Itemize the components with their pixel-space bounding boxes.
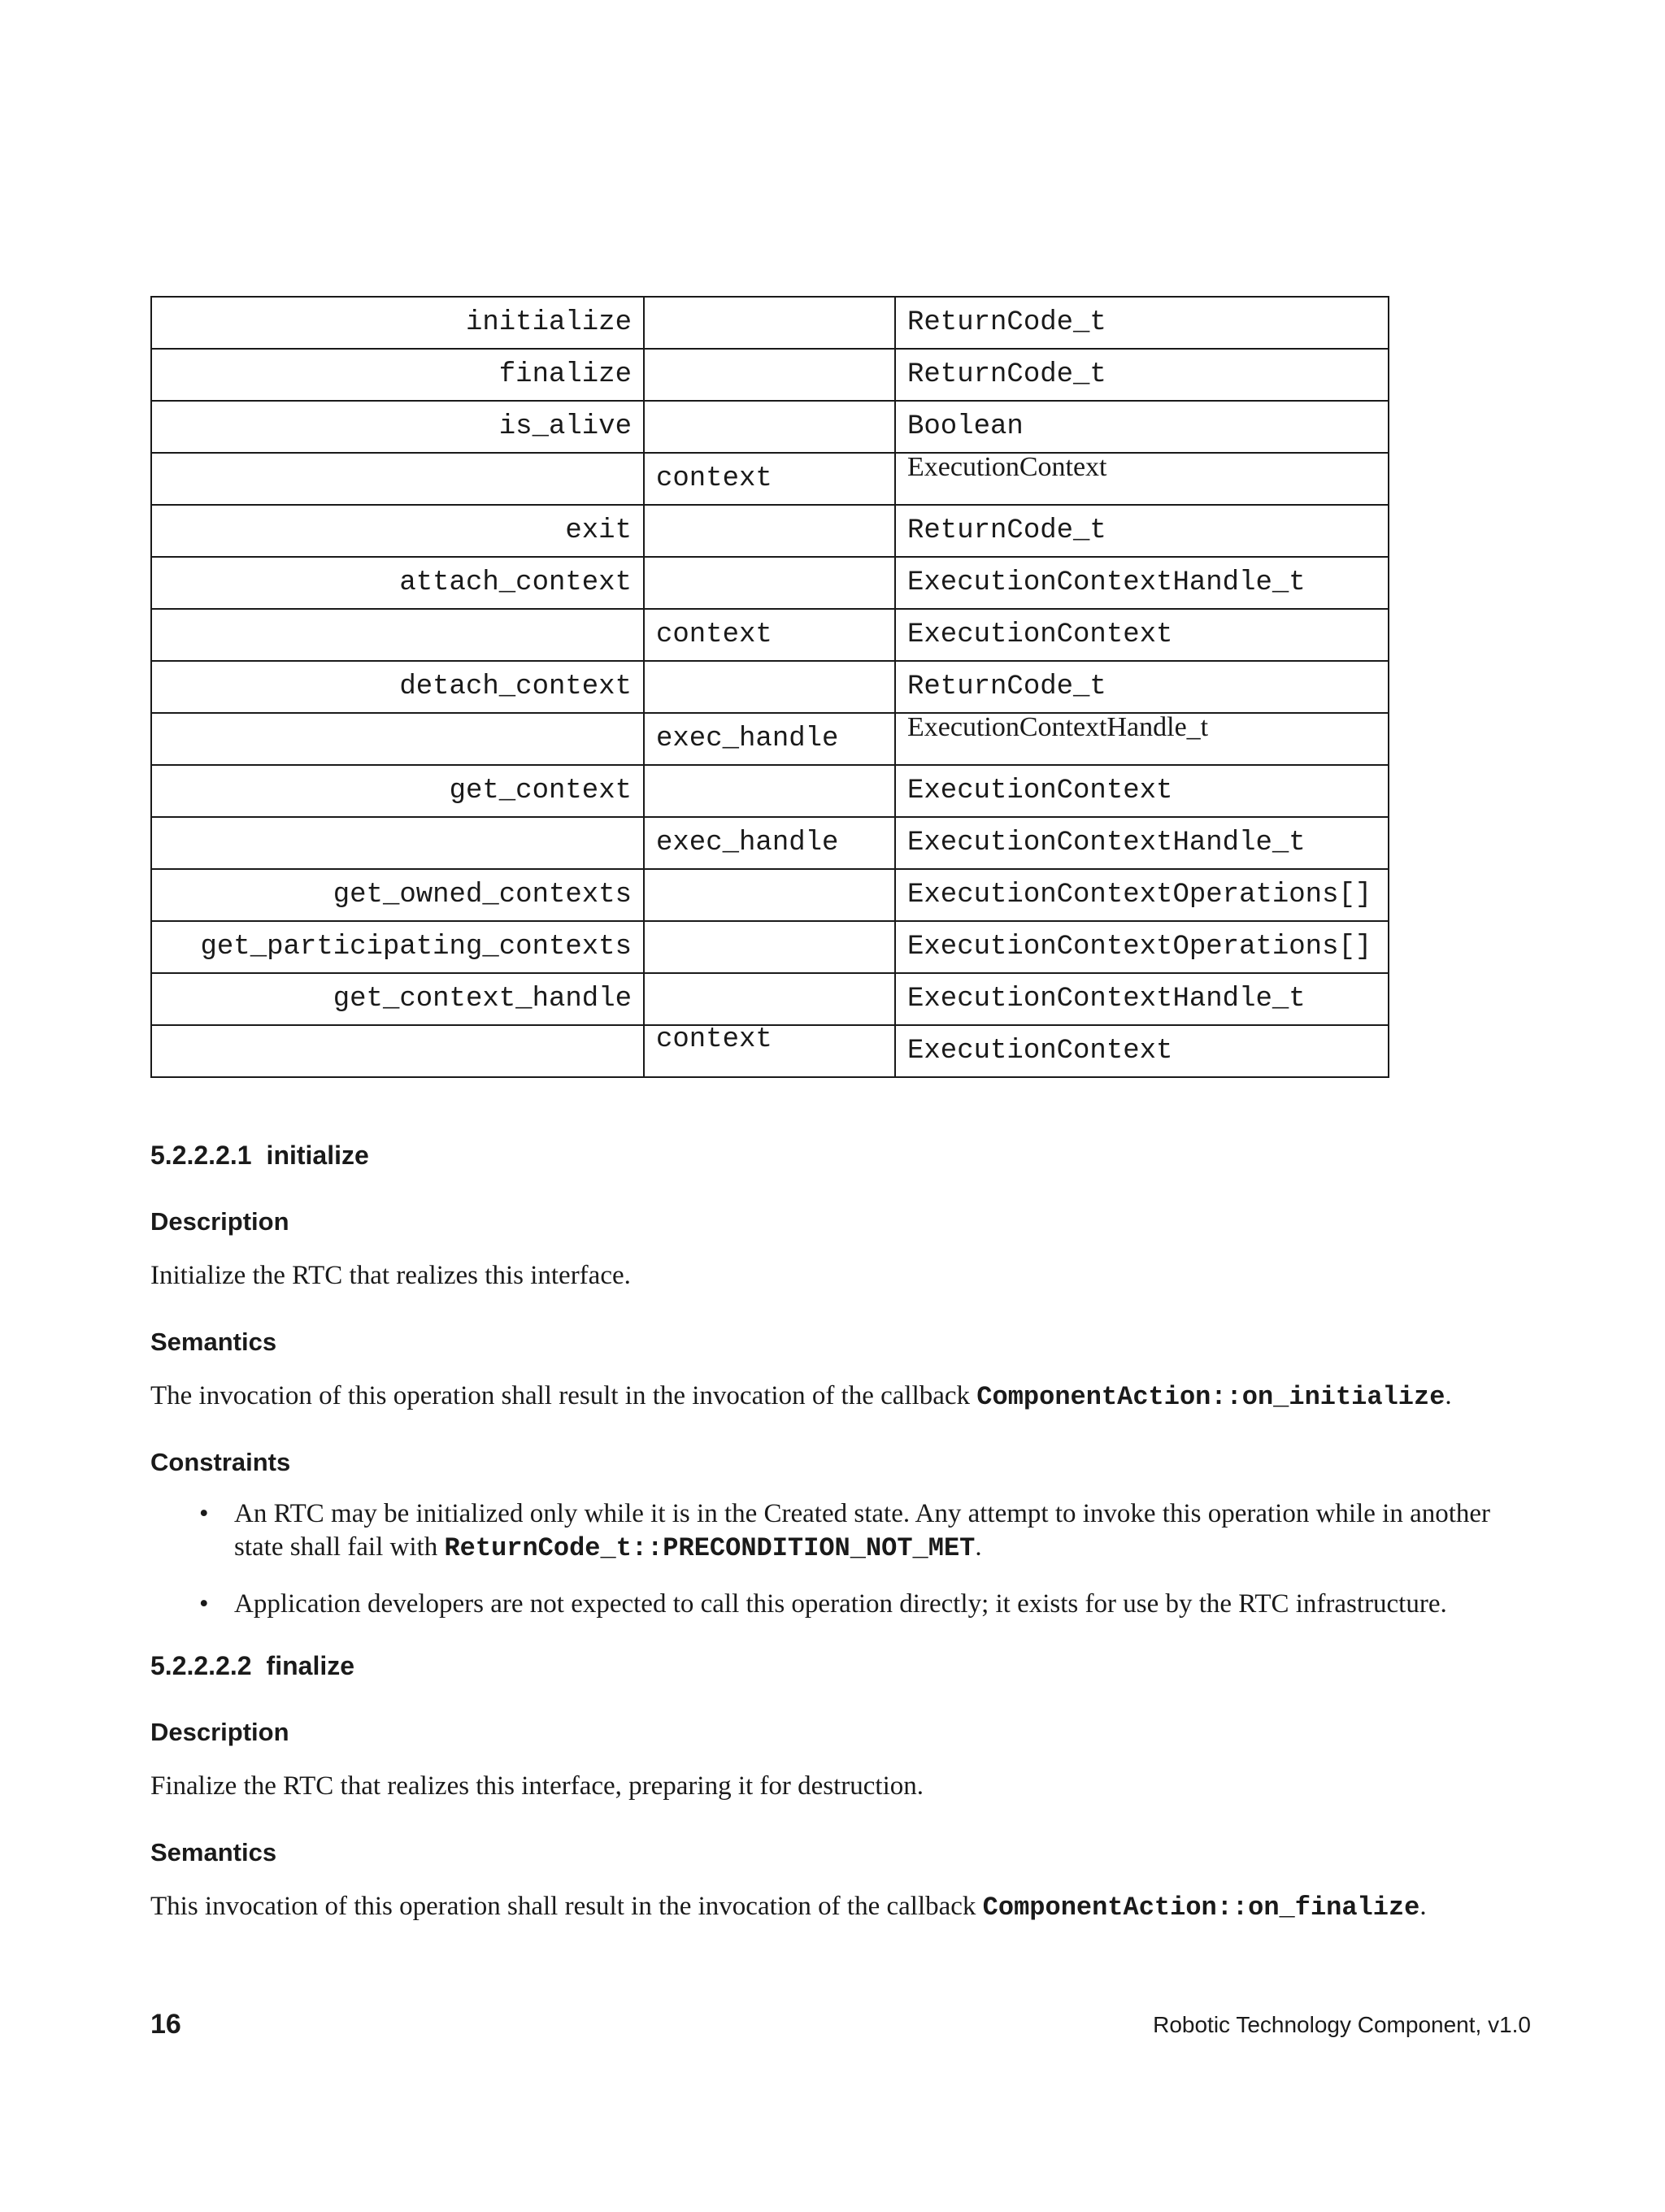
type-cell: ExecutionContextHandle_t (895, 817, 1389, 869)
semantics-end: . (1445, 1381, 1452, 1410)
constraints-heading: Constraints (150, 1448, 291, 1476)
operation-cell: get_owned_contexts (151, 869, 644, 921)
parameter-cell: context (644, 453, 895, 505)
type-cell: ExecutionContextHandle_t (895, 557, 1389, 609)
operation-cell: detach_context (151, 661, 644, 713)
constraint-text: An RTC may be initialized only while it is in the Created state. Any attempt to invoke this operation while in another state shall fail with (234, 1499, 1491, 1562)
operation-cell: get_context (151, 765, 644, 817)
operation-cell: attach_context (151, 557, 644, 609)
operation-cell: exit (151, 505, 644, 557)
semantics-heading: Semantics (150, 1838, 277, 1867)
table-row (151, 713, 1389, 765)
semantics-text: The invocation of this operation shall result in the invocation of the callback (150, 1381, 977, 1410)
table-row (151, 401, 1389, 453)
operation-cell: finalize (151, 349, 644, 401)
table-row (151, 453, 1389, 505)
constraint-end: . (975, 1532, 982, 1562)
parameter-cell (644, 297, 895, 349)
description-text: Initialize the RTC that realizes this interface. (150, 1261, 631, 1290)
constraint-code: ReturnCode_t::PRECONDITION_NOT_MET (444, 1533, 976, 1563)
operations-table (150, 296, 1389, 1078)
operations-table-body (151, 297, 1389, 1077)
type-cell: ExecutionContext (895, 1025, 1389, 1077)
parameter-cell (644, 765, 895, 817)
list-item (150, 1497, 1532, 1565)
operation-cell: is_alive (151, 401, 644, 453)
type-cell: ExecutionContext (895, 765, 1389, 817)
parameter-cell: context (644, 1025, 895, 1077)
parameter-cell (644, 973, 895, 1025)
semantics-code: ComponentAction::on_initialize (976, 1382, 1445, 1412)
bullet-icon: • (199, 1499, 209, 1528)
type-cell: ExecutionContext (895, 609, 1389, 661)
operation-cell (151, 453, 644, 505)
section-number: 5.2.2.2.1 (150, 1141, 252, 1170)
constraints-list (150, 1497, 1532, 1621)
operation-cell (151, 1025, 644, 1077)
type-cell: ExecutionContextOperations[] (895, 869, 1389, 921)
parameter-cell (644, 349, 895, 401)
description-heading: Description (150, 1718, 289, 1746)
type-cell: ExecutionContextHandle_t (895, 713, 1389, 765)
type-cell: ReturnCode_t (895, 297, 1389, 349)
semantics-heading: Semantics (150, 1328, 277, 1356)
table-row (151, 349, 1389, 401)
document-title: Robotic Technology Component, v1.0 (1153, 2012, 1531, 2037)
operation-cell (151, 609, 644, 661)
operation-cell: initialize (151, 297, 644, 349)
table-row (151, 921, 1389, 973)
table-row (151, 973, 1389, 1025)
list-item (150, 1588, 1532, 1621)
parameter-cell (644, 869, 895, 921)
table-row (151, 661, 1389, 713)
section-heading-initialize (150, 1142, 369, 1168)
semantics-paragraph (150, 1380, 1532, 1413)
parameter-cell: exec_handle (644, 713, 895, 765)
bullet-icon: • (199, 1589, 209, 1619)
parameter-cell (644, 661, 895, 713)
section-title: initialize (266, 1141, 369, 1170)
constraint-text: Application developers are not expected to call this operation directly; it exists for use by the RTC infrastructure. (234, 1589, 1447, 1619)
type-cell: ReturnCode_t (895, 505, 1389, 557)
parameter-cell (644, 921, 895, 973)
parameter-cell: context (644, 609, 895, 661)
table-row (151, 609, 1389, 661)
section-title: finalize (266, 1651, 355, 1680)
table-row (151, 1025, 1389, 1077)
type-cell: ExecutionContext (895, 453, 1389, 505)
parameter-cell (644, 557, 895, 609)
operation-cell (151, 713, 644, 765)
table-row (151, 505, 1389, 557)
semantics-end: . (1419, 1892, 1427, 1921)
section-heading-finalize (150, 1653, 354, 1679)
semantics-paragraph (150, 1891, 1532, 1923)
operation-cell: get_context_handle (151, 973, 644, 1025)
parameter-cell (644, 401, 895, 453)
type-cell: ReturnCode_t (895, 661, 1389, 713)
type-cell: ExecutionContextOperations[] (895, 921, 1389, 973)
semantics-text: This invocation of this operation shall result in the invocation of the callback (150, 1892, 983, 1921)
type-cell: ExecutionContextHandle_t (895, 973, 1389, 1025)
description-text: Finalize the RTC that realizes this interface, preparing it for destruction. (150, 1771, 924, 1801)
parameter-cell: exec_handle (644, 817, 895, 869)
operation-cell (151, 817, 644, 869)
semantics-code: ComponentAction::on_finalize (982, 1893, 1420, 1923)
description-heading: Description (150, 1207, 289, 1236)
table-row (151, 557, 1389, 609)
section-number: 5.2.2.2.2 (150, 1651, 252, 1680)
table-row (151, 297, 1389, 349)
page-number: 16 (150, 2009, 181, 2040)
table-row (151, 765, 1389, 817)
type-cell: ReturnCode_t (895, 349, 1389, 401)
table-row (151, 817, 1389, 869)
operation-cell: get_participating_contexts (151, 921, 644, 973)
type-cell: Boolean (895, 401, 1389, 453)
table-row (151, 869, 1389, 921)
parameter-cell (644, 505, 895, 557)
